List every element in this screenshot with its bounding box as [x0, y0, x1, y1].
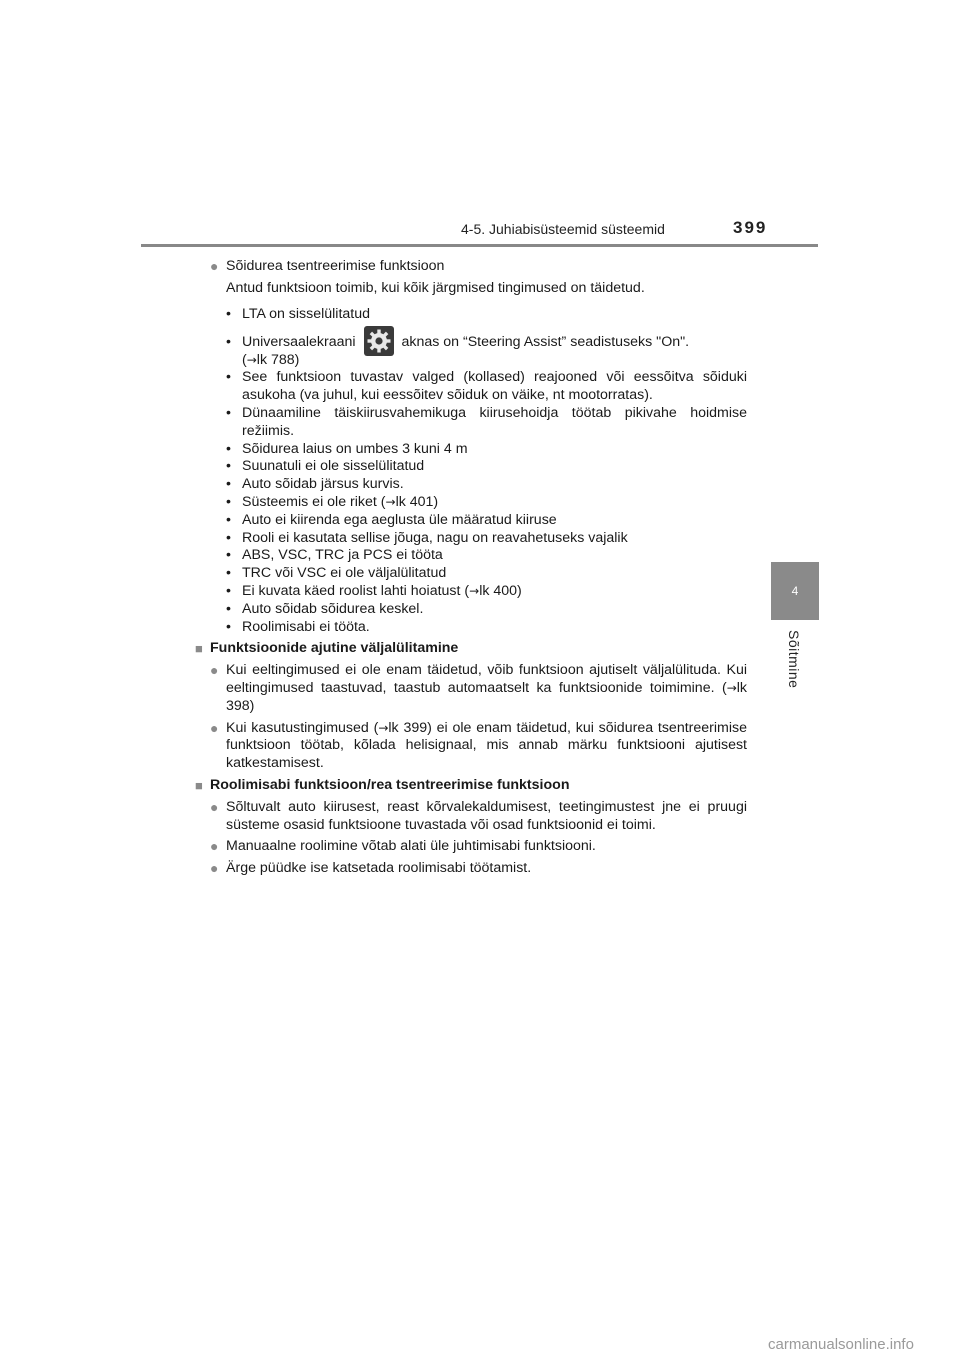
bullet-item — [210, 258, 747, 276]
list-item: • Auto sõidab järsus kurvis. — [226, 476, 404, 493]
circle-bullet-icon: ● — [210, 860, 219, 877]
list-item: • Süsteemis ei ole riket (→lk 401) — [226, 494, 439, 511]
list-item: • Auto ei kiirenda ega aeglusta üle määratud kiiruse — [226, 511, 557, 528]
bullet-item: ● Kui kasutustingimused (→lk 399) ei ole enam täidetud, kui sõidurea tsentreerimise funktsioon töötab, kõlada helisignaal, mis annab märku funktsiooni ajutisest katkestamisest. — [210, 719, 747, 772]
list-item: • Dünaamiline täiskiirusvahemikuga kiirusehoidja töötab pikivahe hoidmise režiimis. — [226, 405, 747, 439]
circle-bullet-icon: ● — [210, 719, 219, 736]
list-item: • Ei kuvata käed roolist lahti hoiatust (→lk 400) — [226, 583, 522, 599]
header-rule — [141, 244, 818, 247]
bullet-item: ● Manuaalne roolimine võtab alati üle juhtimisabi funktsiooni. — [210, 838, 596, 855]
page-content — [195, 258, 747, 878]
bullet-item: ● Kui eeltingimused ei ole enam täidetud, võib funktsioon ajutiselt väljalülituda. Kui eeltingimused taastuvad, taastub automaatselt ka funktsioonide toimimine. (→lk 398) — [210, 662, 747, 714]
chapter-number: 4 — [791, 584, 799, 598]
circle-bullet-icon: ● — [210, 798, 219, 815]
list-item: • LTA on sisselülitatud — [226, 305, 371, 322]
list-item: • Universaalekraani aknas on “Steering Assist” seadistuseks "On". — [210, 323, 747, 357]
arrow-icon: → — [378, 720, 389, 735]
circle-bullet-icon: ● — [210, 662, 219, 679]
list-item-continuation: (→lk 788) — [242, 351, 300, 368]
list-item: • See funktsioon tuvastav valged (kollased) reajooned või eessõitva sõiduki asukoha (va juhul, kui eessõitev sõiduk on väike, nt mootorratas). — [226, 369, 747, 404]
chapter-label: Sõitmine — [786, 630, 802, 689]
square-bullet-icon: ■ — [195, 777, 203, 793]
chapter-tab — [771, 562, 819, 620]
settings-gear-icon — [364, 326, 394, 356]
arrow-icon: → — [726, 680, 737, 695]
page-number: 399 — [733, 218, 768, 237]
circle-bullet-icon: ● — [210, 838, 219, 855]
arrow-icon: → — [385, 495, 396, 510]
intro-text: Antud funktsioon toimib, kui kõik järgmised tingimused on täidetud. — [226, 279, 645, 296]
header-section-title: 4-5. Juhiabisüsteemid süsteemid — [461, 221, 665, 237]
section-heading: ■ Funktsioonide ajutine väljalülitamine — [195, 640, 459, 657]
list-item: • Sõidurea laius on umbes 3 kuni 4 m — [226, 440, 468, 457]
watermark: carmanualsonline.info — [768, 1336, 914, 1353]
list-item: • TRC või VSC ei ole väljalülitatud — [226, 565, 447, 582]
list-item: • Suunatuli ei ole sisselülitatud — [226, 458, 425, 475]
section-heading: ■ Roolimisabi funktsioon/rea tsentreerimise funktsioon — [195, 776, 570, 793]
bullet-title: Sõidurea tsentreerimise funktsioon — [226, 258, 445, 274]
list-item: • Roolimisabi ei tööta. — [226, 618, 370, 635]
arrow-icon: → — [246, 352, 257, 367]
list-item: • ABS, VSC, TRC ja PCS ei tööta — [226, 547, 443, 564]
circle-bullet-icon: ● — [210, 258, 219, 274]
bullet-item: ● Sõltuvalt auto kiirusest, reast kõrvalekaldumisest, teetingimustest jne ei pruugi süsteme osasid funktsioone tuvastada või osad funktsioonid ei toimi. — [210, 798, 747, 833]
arrow-icon: → — [469, 584, 480, 598]
list-item: • Auto sõidab sõidurea keskel. — [226, 600, 424, 617]
list-item: • Rooli ei kasutata sellise jõuga, nagu on reavahetuseks vajalik — [226, 529, 628, 546]
square-bullet-icon: ■ — [195, 641, 203, 657]
bullet-item: ● Ärge püüdke ise katsetada roolimisabi töötamist. — [210, 860, 532, 877]
